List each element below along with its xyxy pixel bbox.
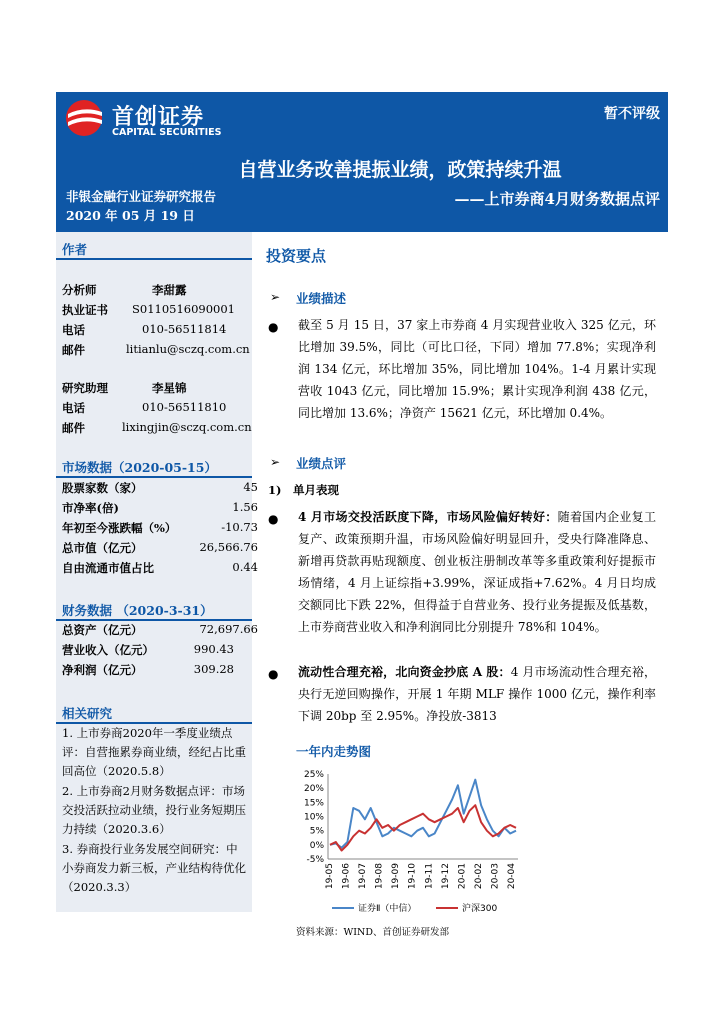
report-type: 非银金融行业证券研究报告 xyxy=(66,189,217,204)
assistant-phone: 010-56511810 xyxy=(142,400,227,414)
section-divider xyxy=(56,258,252,260)
y-tick-label: 25% xyxy=(303,770,324,780)
x-tick-label: 20-04 xyxy=(507,863,517,890)
related-research-item[interactable]: 2. 上市券商2月财务数据点评：市场交投活跃拉动业绩，投行业务短期压力持续（2020.3.6） xyxy=(62,784,246,836)
cert-label: 执业证书 xyxy=(62,303,108,317)
analyst-name: 李甜露 xyxy=(152,283,187,297)
one-year-trend-chart xyxy=(290,762,530,922)
paragraph-body: 随着国内企业复工复产、政策预期升温，市场风险偏好明显回升，受央行降准降息、新增再贷款再贴现额度、创业板注册制改革等多重政策利好提振市场情绪，4 月上证综指+3.99%，深证成指+7.62%。4 月日均成交额同比下跌 22%，但得益于自营业务、投行业务提振及低基数，上市券商营业收入和净利润同比分别提升 78%和 104%。 xyxy=(298,510,656,634)
report-subtitle: ——上市券商4月财务数据点评 xyxy=(454,190,660,208)
paragraph-lead: 4 月市场交投活跃度下降，市场风险偏好转好： xyxy=(298,510,558,524)
investment-highlights-title: 投资要点 xyxy=(266,247,327,265)
market-row-label: 总市值（亿元） xyxy=(62,541,143,555)
report-date: 2020 年 05 月 19 日 xyxy=(66,208,195,223)
email-label: 邮件 xyxy=(62,343,85,357)
logo-text-cn: 首创证券 xyxy=(112,105,205,130)
x-tick-label: 19-05 xyxy=(325,863,335,890)
finance-row-value: 72,697.66 xyxy=(199,622,258,636)
report-title: 自营业务改善提振业绩，政策持续升温 xyxy=(238,159,562,181)
logo-icon xyxy=(62,98,110,138)
chart-source: 资料来源：WIND、首创证券研发部 xyxy=(296,927,449,938)
bullet-dot-icon: ● xyxy=(268,512,279,526)
authors-title: 作者 xyxy=(62,242,88,257)
market-row-label: 市净率(倍) xyxy=(62,501,119,515)
legend-label: 证券Ⅱ（中信） xyxy=(358,904,417,914)
market-row-label: 股票家数（家） xyxy=(62,481,143,495)
bullet-dot-icon: ● xyxy=(268,320,279,334)
section-divider xyxy=(56,619,252,621)
chart-title: 一年内走势图 xyxy=(296,744,372,759)
x-tick-label: 19-06 xyxy=(341,863,352,890)
cert-number: S0110516090001 xyxy=(132,302,235,316)
related-research-item[interactable]: 3. 券商投行业务发展空间研究：中小券商发力新三板，产业结构待优化（2020.3.3） xyxy=(62,842,246,894)
market-row-value: 1.56 xyxy=(232,500,258,514)
y-tick-label: 5% xyxy=(309,826,324,837)
related-research-item[interactable]: 1. 上市券商2020年一季度业绩点评：自营拖累券商业绩，经纪占比重回高位（2020.5.8） xyxy=(62,726,246,778)
finance-row-value: 990.43 xyxy=(193,642,234,656)
paragraph-body: 4 月市场流动性合理充裕，央行无逆回购操作，开展 1 年期 MLF 操作 1000 亿元，操作利率下调 20bp 至 2.95%。净投放-3813 xyxy=(298,665,657,723)
bullet-dot-icon: ● xyxy=(268,667,279,681)
market-data-title: 市场数据（2020-05-15） xyxy=(62,460,217,475)
y-tick-label: 0% xyxy=(309,840,324,851)
market-row-value: 26,566.76 xyxy=(199,540,258,554)
market-row-label: 年初至今涨跌幅（%） xyxy=(62,521,177,535)
market-row-value: -10.73 xyxy=(221,520,258,534)
x-tick-label: 19-11 xyxy=(424,863,435,890)
finance-row-label: 总资产（亿元） xyxy=(62,623,143,637)
analyst-label: 分析师 xyxy=(62,283,97,297)
y-tick-label: 20% xyxy=(303,784,324,795)
paragraph-lead: 流动性合理充裕，北向资金抄底 A 股： xyxy=(298,665,511,679)
market-row-value: 0.44 xyxy=(232,560,258,574)
performance-description-text: 截至 5 月 15 日，37 家上市券商 4 月实现营业收入 325 亿元，环比增加 39.5%，同比（可比口径，下同）增加 77.8%；实现净利润 134 亿元，环比增加 35%，同比增加 104%。1-4 月累计实现营收 1043 亿元，同比增加 15.9%；累计实现净利润 438 亿元，同比增加 13.6%；净资产 15621 亿元，环比增加 0.4%。 xyxy=(298,318,656,420)
assistant-email[interactable]: lixingjin@sczq.com.cn xyxy=(122,420,252,434)
y-tick-label: -5% xyxy=(306,855,324,865)
analyst-email[interactable]: litianlu@sczq.com.cn xyxy=(126,342,250,356)
monthly-paragraph-2 xyxy=(298,661,656,727)
finance-row-label: 营业收入（亿元） xyxy=(62,643,154,657)
assistant-label: 研究助理 xyxy=(62,381,108,395)
rating-badge: 暂不评级 xyxy=(604,106,660,122)
performance-review-heading: 业绩点评 xyxy=(296,456,347,471)
arrow-bullet-icon: ➢ xyxy=(270,290,281,304)
x-tick-label: 19-10 xyxy=(407,863,418,890)
x-tick-label: 20-03 xyxy=(490,863,501,890)
x-tick-label: 19-07 xyxy=(358,863,369,890)
x-tick-label: 19-09 xyxy=(391,863,402,890)
finance-data-title: 财务数据 （2020-3-31） xyxy=(62,603,213,618)
email-label: 邮件 xyxy=(62,421,85,435)
finance-row-label: 净利润（亿元） xyxy=(62,663,143,677)
market-row-value: 45 xyxy=(243,480,258,494)
market-row-label: 自由流通市值占比 xyxy=(62,561,154,575)
assistant-name: 李星锦 xyxy=(152,381,187,395)
monthly-performance-heading: 1) 单月表现 xyxy=(268,483,339,497)
x-tick-label: 20-01 xyxy=(457,863,468,890)
related-research-title: 相关研究 xyxy=(62,706,113,721)
analyst-phone: 010-56511814 xyxy=(142,322,227,336)
arrow-bullet-icon: ➢ xyxy=(270,455,281,469)
phone-label: 电话 xyxy=(62,401,85,415)
y-tick-label: 15% xyxy=(303,798,324,809)
x-tick-label: 19-08 xyxy=(374,863,385,890)
phone-label: 电话 xyxy=(62,323,85,337)
legend-label: 沪深300 xyxy=(462,904,498,914)
finance-row-value: 309.28 xyxy=(193,662,234,676)
x-tick-label: 20-02 xyxy=(473,863,484,890)
y-tick-label: 10% xyxy=(303,812,324,823)
x-tick-label: 19-12 xyxy=(440,863,451,890)
monthly-paragraph-1 xyxy=(298,506,656,638)
performance-description-heading: 业绩描述 xyxy=(296,291,347,306)
logo-text-en: CAPITAL SECURITIES xyxy=(112,127,222,138)
section-divider xyxy=(56,476,252,478)
